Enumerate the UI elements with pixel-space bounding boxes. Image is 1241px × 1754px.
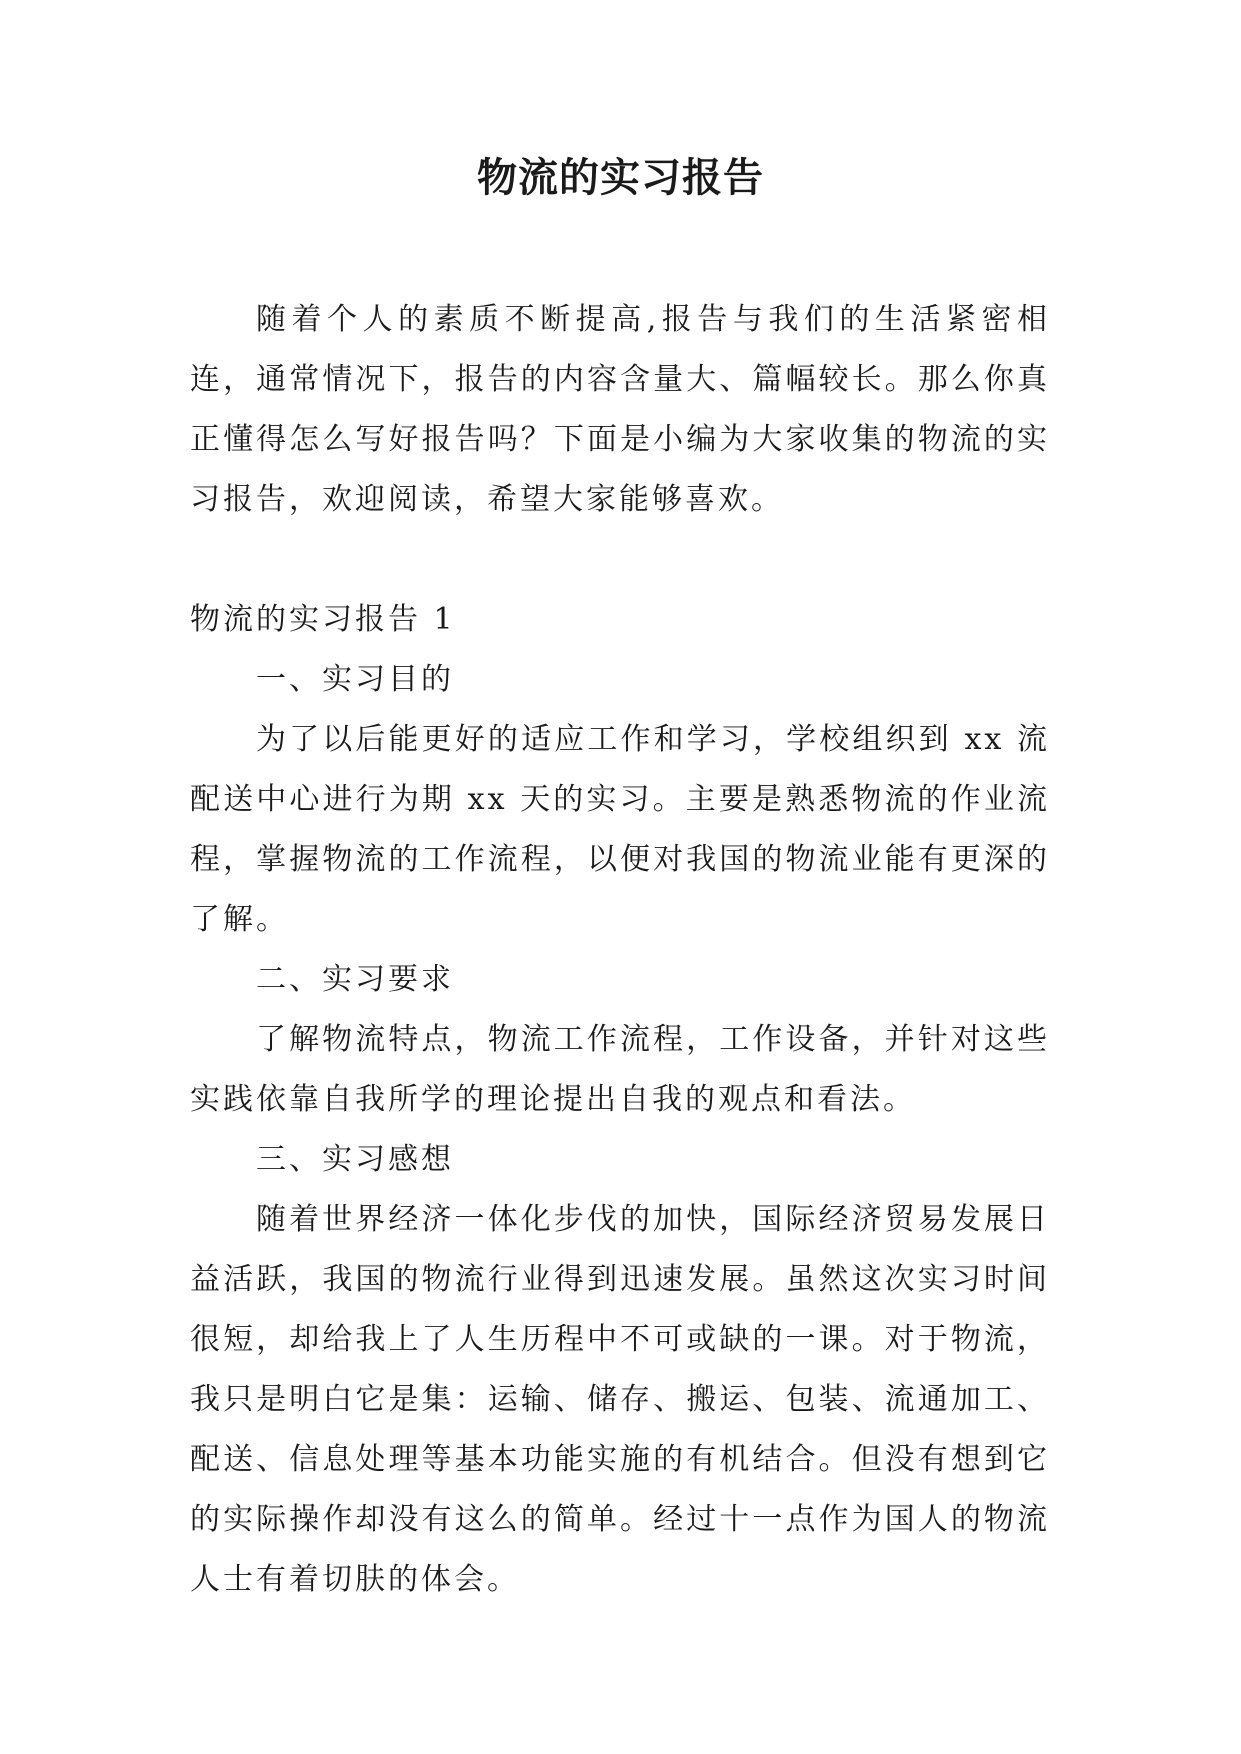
heading-reflections: 三、实习感想 <box>256 1142 454 1177</box>
paragraph-reflections: 随着世界经济一体化步伐的加快，国际经济贸易发展日益活跃，我国的物流行业得到迅速发展。虽然这次实习时间很短，却给我上了人生历程中不可或缺的一课。对于物流，我只是明白它是集：运输、储存、搬运、包装、流通加工、配送、信息处理等基本功能实施的有机结合。但没有想到它的实际操作却没有这么的简单。经过十一点作为国人的物流人士有着切肤的体会。 <box>190 1202 1050 1597</box>
heading-purpose: 一、实习目的 <box>256 662 454 697</box>
document-body <box>190 290 1050 1610</box>
paragraph-requirements: 了解物流特点，物流工作流程，工作设备，并针对这些实践依靠自我所学的理论提出自我的观点和看法。 <box>190 1022 1050 1117</box>
intro-paragraph: 随着个人的素质不断提高,报告与我们的生活紧密相连，通常情况下，报告的内容含量大、篇幅较长。那么你真正懂得怎么写好报告吗？下面是小编为大家收集的物流的实习报告，欢迎阅读，希望大家能够喜欢。 <box>190 302 1050 517</box>
section-title: 物流的实习报告 1 <box>190 602 456 637</box>
page-title: 物流的实习报告 <box>477 154 764 201</box>
paragraph-purpose: 为了以后能更好的适应工作和学习，学校组织到 xx 流配送中心进行为期 xx 天的实习。主要是熟悉物流的作业流程，掌握物流的工作流程，以便对我国的物流业能有更深的了解。 <box>190 722 1050 937</box>
heading-requirements: 二、实习要求 <box>256 962 454 997</box>
